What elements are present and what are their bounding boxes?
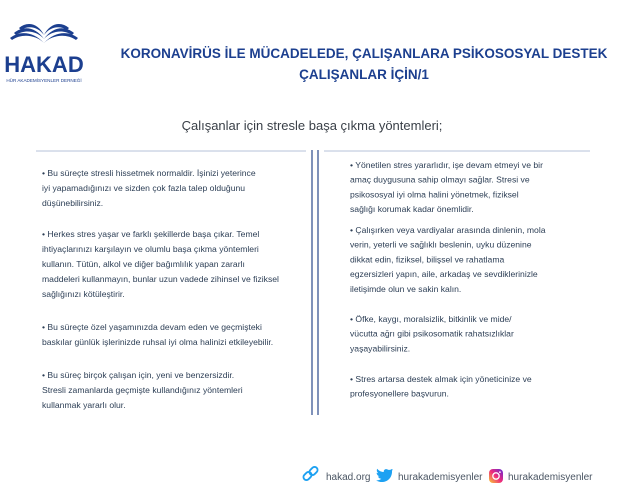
right-item-3 [350, 314, 516, 353]
logo-subtitle: HÜR AKADEMİSYENLER DERNEĞİ [6, 78, 82, 83]
left-item-2-line-4: maddeleri kullanmayın, bunlar uzun vadede zihinsel ve fiziksel [42, 274, 279, 284]
instagram-icon [489, 469, 503, 483]
right-item-2-line-1: • Çalışırken veya vardiyalar arasında dinlenin, mola [350, 225, 546, 235]
header-title-line1: KORONAVİRÜS İLE MÜCADELEDE, ÇALIŞANLARA PSİKOSOSYAL DESTEK [120, 46, 608, 61]
left-item-2-line-3: kullanın. Tütün, alkol ve diğer bağımlılık yapan zararlı [42, 259, 245, 269]
right-item-2-line-4: egzersizleri yapın, aile, arkadaş ve sevdiklerinizle [350, 269, 538, 280]
left-item-4 [42, 370, 245, 410]
left-item-1-line-2: iyi yapamadığınızı ve sizden çok fazla talep olduğunu [42, 183, 246, 193]
twitter-handle: hurakademisyenler [398, 472, 483, 483]
left-item-2-line-5: sağlığınızı kötüleştirir. [42, 289, 125, 299]
right-item-2 [350, 225, 548, 294]
website-link[interactable] [302, 466, 370, 483]
left-column [42, 168, 281, 410]
twitter-bird-icon [376, 469, 393, 482]
left-item-3-line-2: baskılar günlük işlerinizde ruhsal iyi olma halinizi etkileyebilir. [42, 337, 274, 347]
left-item-4-line-3: kullanmak yararlı olur. [42, 400, 126, 410]
right-item-4-line-2: profesyonellere başvurun. [350, 388, 449, 399]
right-item-2-line-3: dikkat edin, fiziksel, bilişsel ve rahatlama [350, 254, 505, 265]
right-item-3-line-3: yaşayabilirsiniz. [350, 343, 411, 354]
right-item-2-line-5: iletişimde olun ve sakin kalın. [350, 283, 462, 294]
website-text: hakad.org [326, 472, 371, 483]
left-item-4-line-2: Stresli zamanlarda geçmişte kullandığınız yöntemleri [42, 385, 243, 395]
left-item-1 [42, 168, 258, 208]
left-item-2-line-1: • Herkes stres yaşar ve farklı şekillerde başa çıkar. Temel [42, 229, 260, 239]
right-item-1-line-4: sağlığı korumak kadar önemlidir. [350, 204, 474, 215]
left-item-2-line-2: ihtiyaçlarınızı karşılayın ve olumlu başa çıkma yöntemleri [42, 244, 259, 254]
right-item-1-line-1: • Yönetilen stres yararlıdır, işe devam etmeyi ve bir [350, 160, 543, 170]
instagram-link[interactable] [489, 469, 593, 483]
left-item-1-line-3: düşünebilirsiniz. [42, 198, 104, 208]
logo-name: HAKAD [4, 52, 84, 77]
section-subtitle: Çalışanlar için stresle başa çıkma yöntemleri; [181, 118, 443, 133]
right-item-4 [350, 374, 534, 399]
footer [302, 466, 593, 483]
right-item-1-line-3: psikososyal iyi olma halini yönetmek, fiziksel [350, 189, 519, 200]
left-item-4-line-1: • Bu süreç birçok çalışan için, yeni ve benzersizdir. [42, 370, 235, 380]
right-item-3-line-2: vücutta ağrı gibi psikosomatik rahatsızlıklar [350, 328, 514, 339]
right-item-2-line-2: verin, yeterli ve sağlıklı beslenin, uyku düzenine [350, 239, 532, 250]
twitter-link[interactable] [376, 469, 483, 483]
header-title-line2: ÇALIŞANLAR İÇİN/1 [299, 67, 429, 82]
left-item-3-line-1: • Bu süreçte özel yaşamınızda devam eden ve geçmişteki [42, 322, 262, 332]
right-item-3-line-1: • Öfke, kaygı, moralsizlik, bitkinlik ve mide/ [350, 314, 512, 324]
left-item-1-line-1: • Bu süreçte stresli hissetmek normaldir. İşinizi yeterince [42, 168, 256, 178]
hakad-logo [4, 24, 83, 83]
left-item-3 [42, 322, 273, 347]
right-column [350, 160, 548, 399]
right-item-1 [350, 160, 545, 214]
right-item-1-line-2: amaç duygusuna sahip olmayı sağlar. Stresi ve [350, 174, 530, 185]
instagram-handle: hurakademisyenler [508, 472, 593, 483]
right-item-4-line-1: • Stres artarsa destek almak için yöneticinize ve [350, 374, 532, 384]
open-book-logo-icon [10, 24, 78, 43]
left-item-2 [42, 229, 281, 299]
link-icon [302, 466, 319, 482]
